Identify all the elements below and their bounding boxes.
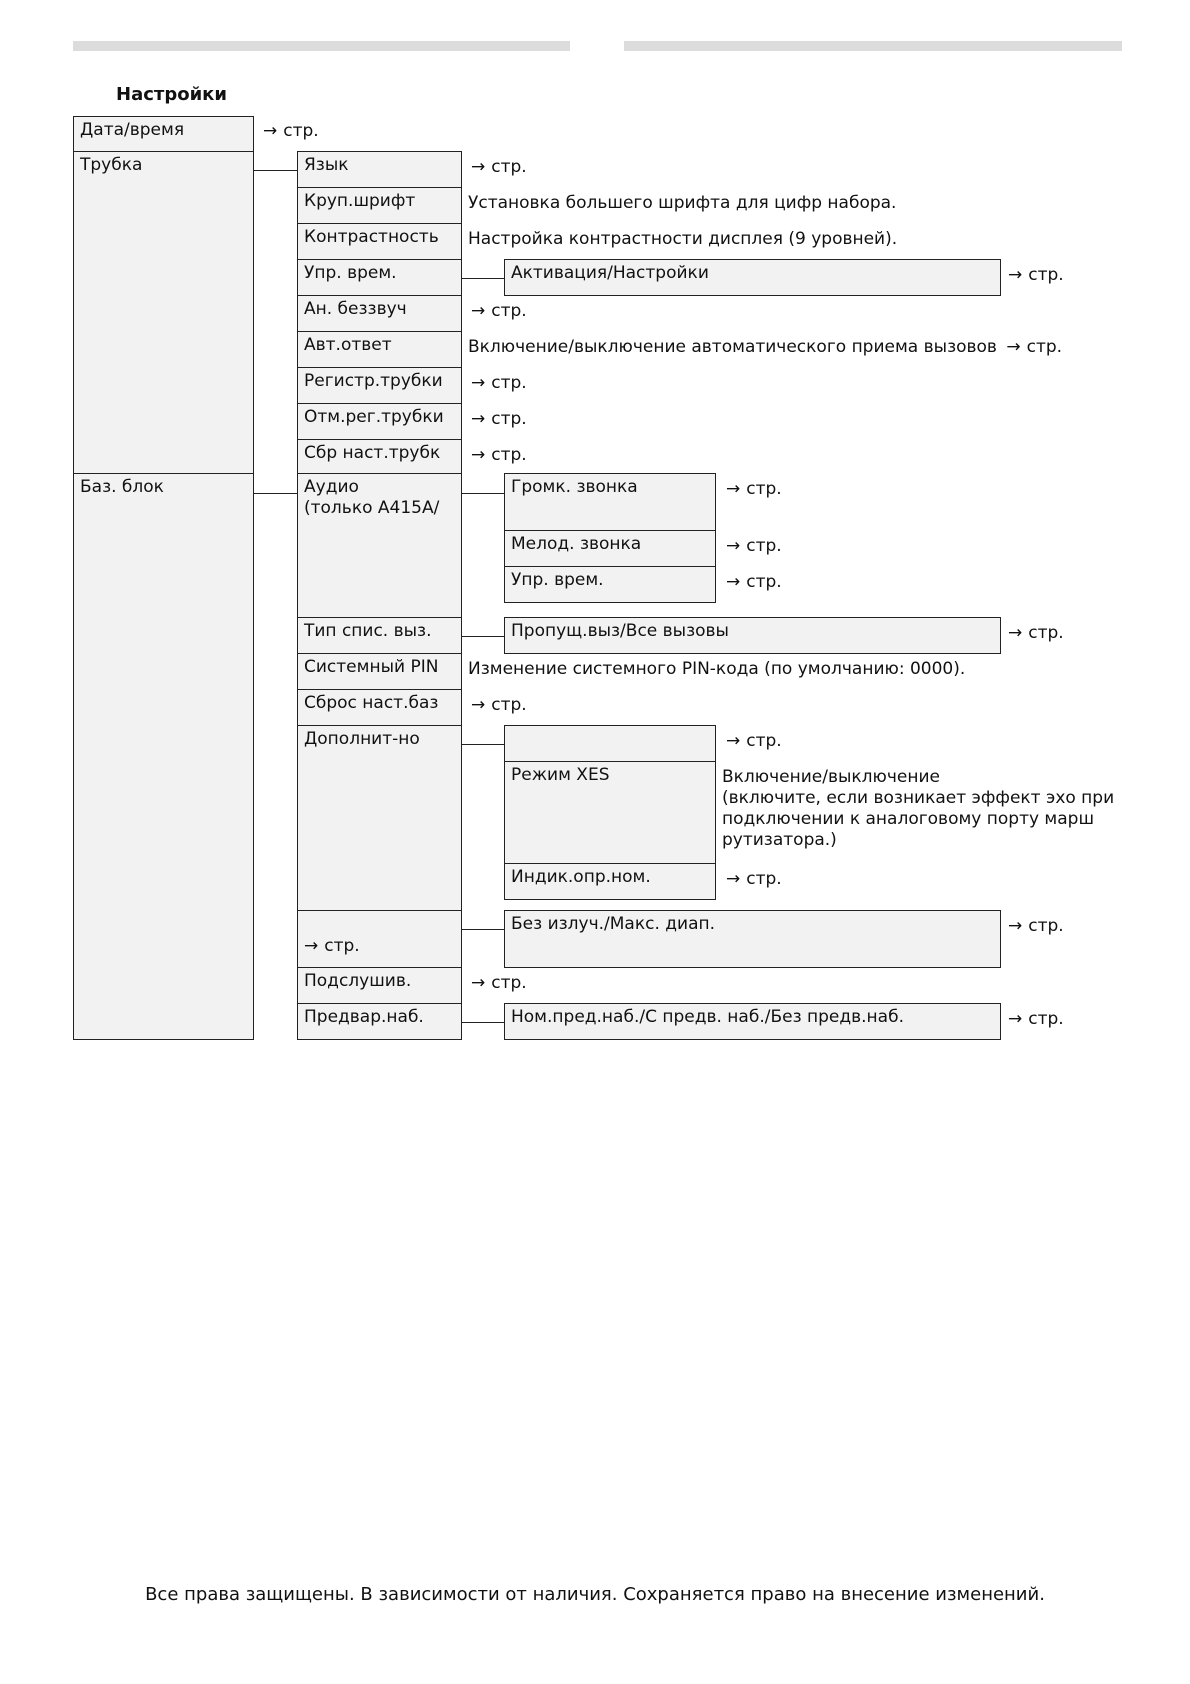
handset-big-font (297, 187, 462, 224)
eco-mode-submenu-label: Без излуч./Макс. диап. (511, 914, 715, 934)
xes-mode-label: Режим XES (511, 765, 610, 785)
page-ref-label: стр. (324, 936, 360, 956)
handset-register-label: Регистр.трубки (304, 371, 443, 391)
connector-line (462, 636, 504, 637)
ringer-volume-page-ref (726, 479, 782, 500)
auto-answer-desc-text: Включение/выключение автоматического приема вызовов (468, 337, 997, 357)
additional-empty-item (504, 725, 716, 762)
audio-time-control-label: Упр. врем. (511, 570, 604, 590)
arrow-right-icon: → (1008, 265, 1023, 285)
base-reset-label: Сброс наст.баз (304, 693, 439, 713)
contrast-description: Настройка контрастности дисплея (9 уровней). (468, 229, 898, 249)
arrow-right-icon: → (726, 731, 741, 751)
page-ref-label: стр. (1028, 265, 1064, 285)
header-bar-right (624, 41, 1122, 51)
connector-line (462, 278, 504, 279)
menu-base (73, 473, 254, 1040)
arrow-right-icon: → (471, 301, 486, 321)
listen-label: Подслушив. (304, 971, 412, 991)
page-ref-label: стр. (1028, 916, 1064, 936)
audio-ringer-melody (504, 530, 716, 567)
handset-contrast-label: Контрастность (304, 227, 439, 247)
arrow-right-icon: → (471, 695, 486, 715)
predial-submenu-label: Ном.пред.наб./С предв. наб./Без предв.наб. (511, 1007, 904, 1027)
page-ref-label: стр. (746, 572, 782, 592)
menu-date-time (73, 116, 254, 152)
register-page-ref (471, 373, 527, 394)
time-control-submenu-label: Активация/Настройки (511, 263, 709, 283)
arrow-right-icon: → (726, 572, 741, 592)
base-additional (297, 725, 462, 911)
arrow-right-icon: → (471, 409, 486, 429)
arrow-right-icon: → (1006, 337, 1021, 357)
listen-page-ref (471, 973, 527, 994)
arrow-right-icon: → (726, 536, 741, 556)
time-control-submenu (504, 259, 1001, 296)
page-title: Настройки (116, 84, 228, 105)
arrow-right-icon: → (726, 869, 741, 889)
page-ref-label: стр. (746, 479, 782, 499)
page-ref-label: стр. (491, 409, 527, 429)
handset-time-control-label: Упр. врем. (304, 263, 397, 283)
handset-language (297, 151, 462, 188)
handset-anon-silent-label: Ан. беззвуч (304, 299, 407, 319)
page-ref-label: стр. (1026, 337, 1063, 357)
arrow-right-icon: → (263, 121, 278, 141)
arrow-right-icon: → (471, 973, 486, 993)
system-pin-label: Системный PIN (304, 657, 439, 677)
arrow-right-icon: → (471, 157, 486, 177)
base-listen (297, 967, 462, 1004)
ringer-melody-page-ref (726, 536, 782, 557)
arrow-right-icon: → (471, 373, 486, 393)
handset-time-control (297, 259, 462, 296)
ringer-volume-label: Громк. звонка (511, 477, 638, 497)
audio-time-control (504, 566, 716, 603)
big-font-description: Установка большего шрифта для цифр набора. (468, 193, 897, 213)
handset-reset (297, 439, 462, 474)
audio-time-control-page-ref (726, 572, 782, 593)
time-control-page-ref (1008, 265, 1064, 286)
page-ref-label: стр. (491, 445, 527, 465)
system-pin-description: Изменение системного PIN-кода (по умолчанию: 0000). (468, 659, 966, 679)
handset-auto-answer (297, 331, 462, 368)
arrow-right-icon: → (471, 445, 486, 465)
connector-line (462, 744, 504, 745)
arrow-right-icon: → (1008, 623, 1023, 643)
page-ref-label: стр. (491, 301, 527, 321)
handset-register (297, 367, 462, 404)
predial-submenu (504, 1003, 1001, 1040)
call-list-type-label: Тип спис. выз. (304, 621, 432, 641)
connector-line (462, 493, 504, 494)
page-ref-label: стр. (491, 695, 527, 715)
menu-handset (73, 151, 254, 474)
handset-reset-page-ref (471, 445, 527, 466)
base-system-pin (297, 653, 462, 690)
handset-auto-answer-label: Авт.ответ (304, 335, 392, 355)
connector-line (462, 929, 504, 930)
base-call-list-type (297, 617, 462, 654)
handset-contrast (297, 223, 462, 260)
handset-language-label: Язык (304, 155, 349, 175)
arrow-right-icon: → (1008, 1009, 1023, 1029)
call-list-type-submenu-label: Пропущ.выз/Все вызовы (511, 621, 729, 641)
base-eco-mode (297, 910, 462, 968)
handset-deregister (297, 403, 462, 440)
ringer-melody-label: Мелод. звонка (511, 534, 642, 554)
base-audio (297, 473, 462, 618)
audio-ringer-volume (504, 473, 716, 531)
additional-xes-mode (504, 761, 716, 864)
header-bar-left (73, 41, 570, 51)
xes-mode-description: Включение/выключение (включите, если возникает эффект эхо при подключении к аналоговому порту марш рутизатора.) (722, 767, 1115, 850)
arrow-right-icon: → (1008, 916, 1023, 936)
page-ref-label: стр. (1028, 623, 1064, 643)
handset-big-font-label: Круп.шрифт (304, 191, 416, 211)
handset-reset-label: Сбр наст.трубк (304, 443, 441, 463)
menu-base-label: Баз. блок (80, 477, 164, 497)
handset-deregister-label: Отм.рег.трубки (304, 407, 444, 427)
base-predial (297, 1003, 462, 1040)
additional-label: Дополнит-но (304, 729, 420, 749)
call-list-type-page-ref (1008, 623, 1064, 644)
page-ref-label: стр. (746, 536, 782, 556)
additional-indicator (504, 863, 716, 900)
eco-mode-submenu (504, 910, 1001, 968)
handset-anon-silent (297, 295, 462, 332)
connector-line (254, 493, 297, 494)
deregister-page-ref (471, 409, 527, 430)
page-ref-label: стр. (746, 869, 782, 889)
indicator-page-ref (726, 869, 782, 890)
connector-line (462, 1022, 504, 1023)
date-time-page-ref (263, 121, 319, 142)
predial-label: Предвар.наб. (304, 1007, 424, 1027)
footer-disclaimer: Все права защищены. В зависимости от наличия. Сохраняется право на внесение изменений. (145, 1584, 1045, 1605)
predial-page-ref (1008, 1009, 1064, 1030)
auto-answer-description (468, 337, 1062, 358)
arrow-right-icon: → (304, 936, 319, 956)
connector-line (254, 170, 297, 171)
page-ref-label: стр. (491, 373, 527, 393)
menu-handset-label: Трубка (80, 155, 143, 175)
anon-silent-page-ref (471, 301, 527, 322)
menu-date-time-label: Дата/время (80, 120, 185, 140)
page-ref-label: стр. (1028, 1009, 1064, 1029)
page-ref-label: стр. (283, 121, 319, 141)
arrow-right-icon: → (726, 479, 741, 499)
call-list-type-submenu (504, 617, 1001, 654)
indicator-label: Индик.опр.ном. (511, 867, 651, 887)
page-ref-label: стр. (491, 973, 527, 993)
base-reset-page-ref (471, 695, 527, 716)
base-audio-label: Аудио (только A415A/ (304, 477, 440, 518)
eco-submenu-page-ref (1008, 916, 1064, 937)
base-reset (297, 689, 462, 726)
page-ref-label: стр. (746, 731, 782, 751)
page-ref-label: стр. (491, 157, 527, 177)
language-page-ref (471, 157, 527, 178)
eco-mode-page-ref (304, 936, 360, 957)
additional-empty-page-ref (726, 731, 782, 752)
